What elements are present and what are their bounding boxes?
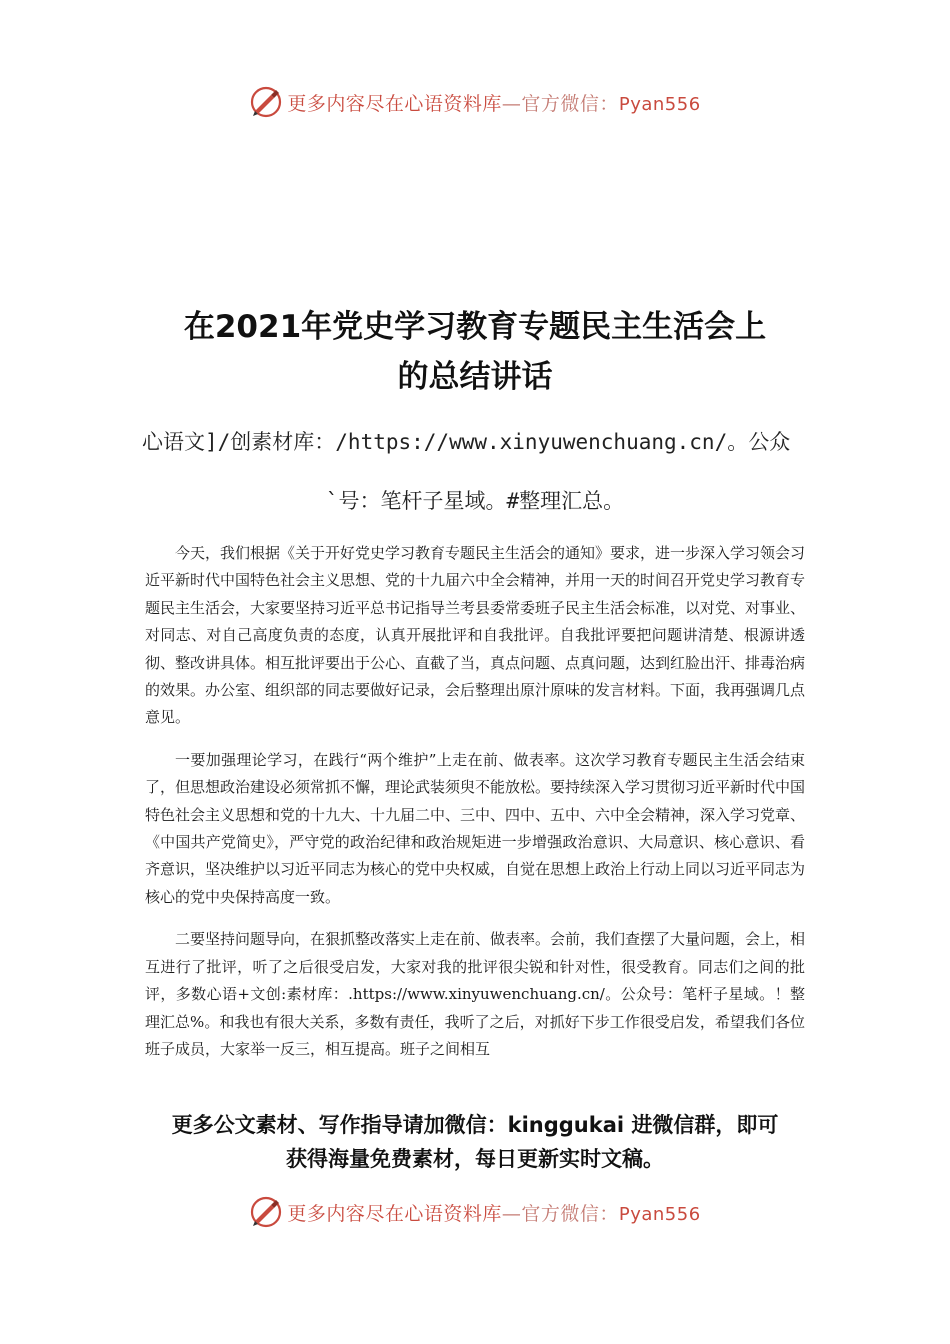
source-line-1: 心语文]/创素材库：/https://www.xinyuwenchuang.cn/。公众 bbox=[142, 430, 791, 454]
promo-notice bbox=[120, 1108, 830, 1176]
title-line-2: 的总结讲话 bbox=[397, 359, 553, 395]
header-banner bbox=[0, 82, 950, 122]
document-title bbox=[120, 302, 830, 402]
body-paragraph: 今天，我们根据《关于开好党史学习教育专题民主生活会的通知》要求，进一步深入学习领会习近平新时代中国特色社会主义思想、党的十九届六中全会精神，并用一天的时间召开党史学习教育专题民主生活会，大家要坚持习近平总书记指导兰考县委常委班子民主生活会标准，以对党、对事业、对同志、对自己高度负责的态度，认真开展批评和自我批评。自我批评要把问题讲清楚、根源讲透彻、整改讲具体。相互批评要出于公心、直截了当，真点问题、点真问题，达到红脸出汗、排毒治病的效果。办公室、组织部的同志要做好记录，会后整理出原汁原味的发言材料。下面，我再强调几点意见。 bbox=[145, 544, 806, 727]
pen-logo-icon bbox=[249, 1195, 283, 1229]
footer-banner bbox=[0, 1192, 950, 1232]
promo-line-2: 获得海量免费素材，每日更新实时文稿。 bbox=[286, 1147, 664, 1171]
promo-line-1: 更多公文素材、写作指导请加微信：kinggukai 进微信群，即可 bbox=[171, 1113, 779, 1137]
banner-text: 更多内容尽在心语资料库—官方微信：Pyan556 bbox=[287, 1202, 701, 1225]
banner-text: 更多内容尽在心语资料库—官方微信：Pyan556 bbox=[287, 92, 701, 115]
title-line-1: 在2021年党史学习教育专题民主生活会上 bbox=[183, 309, 767, 345]
document-body bbox=[145, 540, 805, 1063]
body-paragraph: 一要加强理论学习，在践行“两个维护”上走在前、做表率。这次学习教育专题民主生活会结束了，但思想政治建设必须常抓不懈，理论武装须臾不能放松。要持续深入学习贯彻习近平新时代中国特色社会主义思想和党的十九大、十九届二中、三中、四中、五中、六中全会精神，深入学习党章、《中国共产党简史》，严守党的政治纪律和政治规矩进一步增强政治意识、大局意识、核心意识、看齐意识，坚决维护以习近平同志为核心的党中央权威，自觉在思想上政治上行动上同以习近平同志为核心的党中央保持高度一致。 bbox=[145, 750, 806, 906]
pen-logo-icon bbox=[249, 85, 283, 119]
source-line-2: `号：笔杆子星域。#整理汇总。 bbox=[325, 489, 625, 513]
body-paragraph: 二要坚持问题导向，在狠抓整改落实上走在前、做表率。会前，我们查摆了大量问题，会上，相互进行了批评，听了之后很受启发，大家对我的批评很尖锐和针对性，很受教育。同志们之间的批评，多数心语+文创:素材库：.https://www.xinyuwenchuang.cn/。公众号：笔杆子星域。！整理汇总%。和我也有很大关系，多数有责任，我听了之后，对抓好下步工作很受启发，希望我们各位班子成员，大家举一反三，相互提高。班子之间相互 bbox=[145, 930, 805, 1058]
